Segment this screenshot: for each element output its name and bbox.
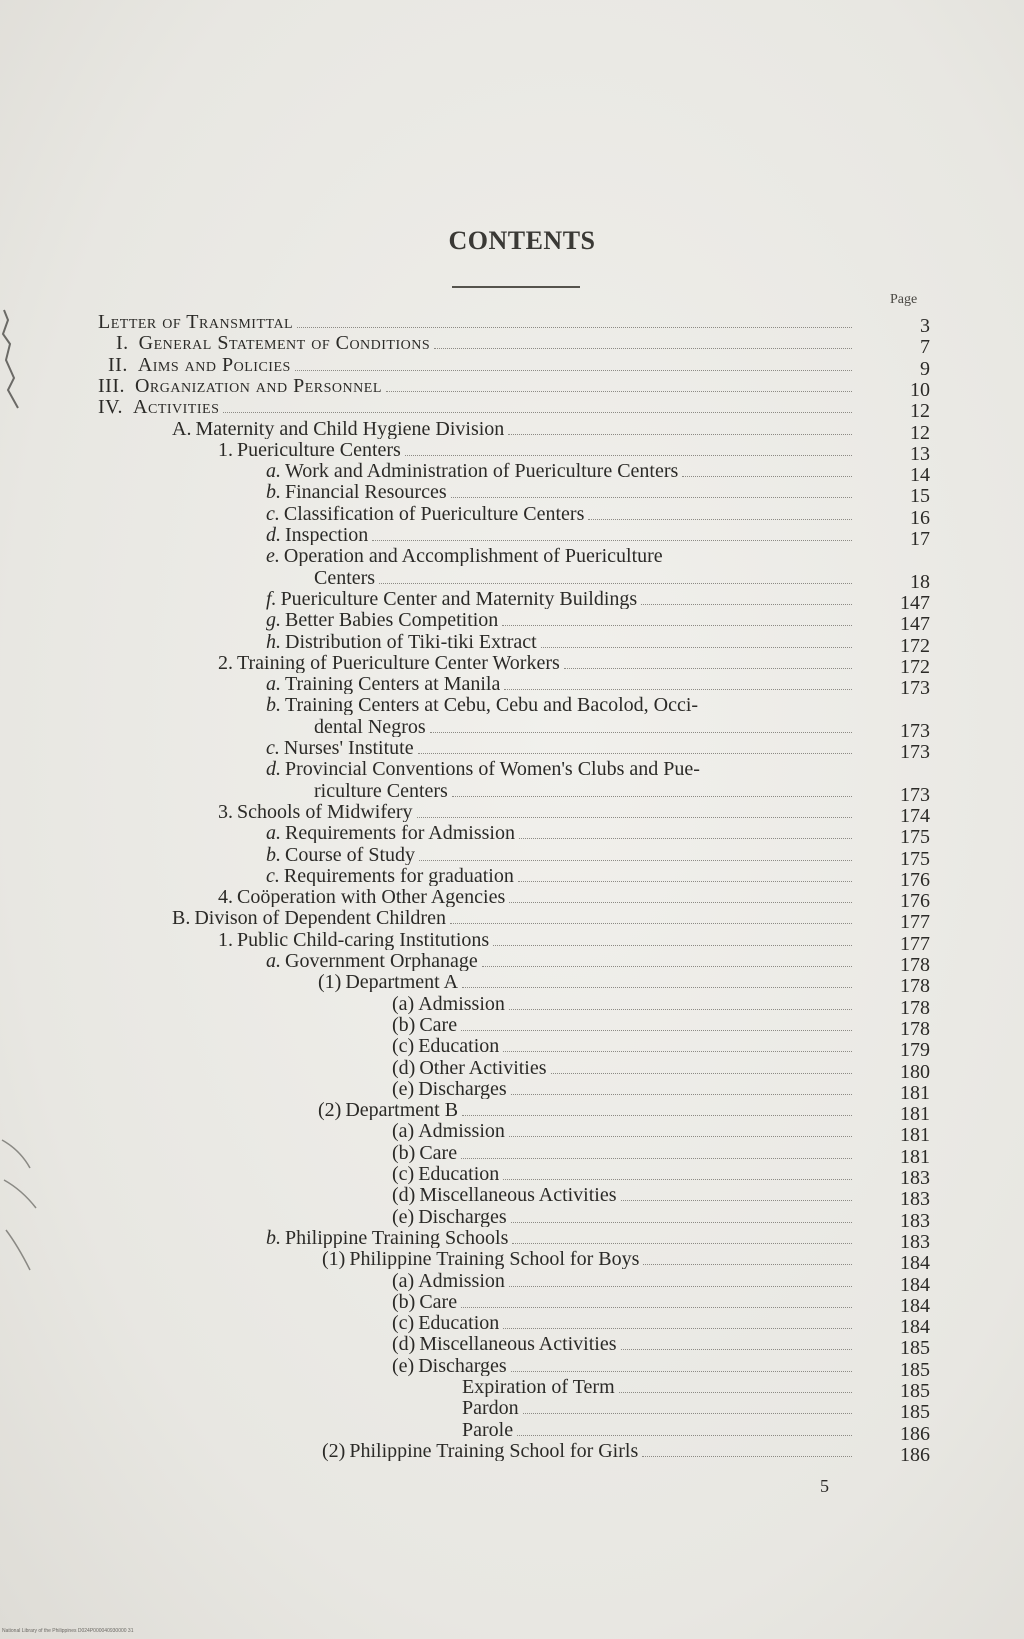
toc-entry-page: 186	[900, 1443, 930, 1466]
toc-entry-title: Training Centers at Cebu, Cebu and Bacolod, Occi-	[285, 695, 699, 716]
page-number: 5	[820, 1476, 829, 1496]
toc-entry-title: Operation and Accomplishment of Puericulture	[283, 546, 663, 567]
toc-entry-title: Financial Resources	[285, 482, 447, 503]
toc-entry-number: (e)	[392, 1354, 415, 1377]
toc-entry-page: 175	[900, 847, 930, 870]
toc-entry-title: Coöperation with Other Agencies	[237, 887, 506, 908]
dot-leader	[297, 327, 852, 328]
dot-leader	[517, 1435, 852, 1436]
toc-entry-title: Course of Study	[285, 844, 415, 865]
toc-entry-page: 12	[910, 400, 930, 423]
toc-entry-number: (1)	[322, 1248, 346, 1271]
toc-entry-number: 1.	[218, 928, 233, 951]
dot-leader	[511, 1371, 852, 1372]
toc-entry	[98, 312, 930, 337]
toc-entry	[322, 1248, 930, 1275]
toc-entry-page: 178	[900, 1017, 930, 1040]
dot-leader	[518, 881, 852, 882]
toc-entry-page: 175	[900, 826, 930, 849]
toc-entry-page: 184	[900, 1294, 930, 1317]
dot-leader	[643, 1264, 852, 1265]
dot-leader	[419, 860, 852, 861]
toc-entry-page: 18	[910, 570, 930, 593]
toc-entry-title: Parole	[462, 1419, 514, 1440]
toc-entry-title: Requirements for Admission	[285, 823, 515, 844]
toc-entry-title: Letter of Transmittal	[98, 312, 294, 332]
dot-leader	[386, 391, 852, 392]
dot-leader	[405, 455, 852, 456]
dot-leader	[462, 987, 852, 988]
toc-entry-page: 178	[900, 975, 930, 998]
toc-entry	[266, 609, 930, 636]
dot-leader	[512, 1243, 852, 1244]
toc-entry	[392, 1312, 930, 1339]
toc-entry-page: 16	[910, 506, 930, 529]
toc-entry-title: Distribution of Tiki-tiki Extract	[285, 631, 537, 652]
toc-entry-page: 185	[900, 1337, 930, 1360]
toc-entry-number: A.	[172, 417, 192, 440]
toc-entry	[462, 1419, 930, 1445]
toc-entry-number: IV.	[98, 396, 124, 419]
toc-entry-page: 10	[910, 378, 930, 401]
toc-entry-number: III.	[98, 374, 125, 397]
toc-entry	[266, 822, 930, 849]
toc-entry-title: Puericulture Centers	[237, 439, 401, 460]
toc-entry-page: 173	[900, 677, 930, 700]
toc-entry-number: d.	[266, 524, 281, 546]
toc-entry-number: c.	[266, 502, 280, 525]
dot-leader	[372, 540, 852, 541]
toc-entry-title: Miscellaneous Activities	[419, 1185, 617, 1206]
toc-entry-title: riculture Centers	[314, 780, 448, 801]
toc-entry	[266, 630, 930, 657]
toc-entry-title: Divison of Dependent Children	[194, 908, 446, 929]
toc-entry-page: 183	[900, 1167, 930, 1189]
toc-entry-title: Education	[418, 1313, 500, 1334]
toc-entry	[98, 396, 930, 423]
toc-entry-page: 147	[900, 591, 930, 614]
toc-entry-title: Department B	[345, 1100, 459, 1121]
toc-entry-page: 184	[900, 1252, 930, 1275]
toc-entry	[266, 695, 858, 715]
toc-entry	[266, 502, 930, 529]
toc-entry-title: Public Child-caring Institutions	[237, 929, 490, 950]
toc-entry-number: (b)	[392, 1290, 416, 1313]
dot-leader	[430, 732, 852, 733]
toc-entry-title: Care	[419, 1291, 458, 1312]
toc-entry-number: (d)	[392, 1184, 416, 1207]
toc-entry-number: B.	[172, 907, 191, 930]
toc-entry	[98, 374, 930, 401]
toc-entry-title: General Statement of Conditions	[138, 333, 431, 354]
toc-entry-number: b.	[266, 694, 281, 717]
toc-entry	[462, 1398, 930, 1424]
toc-entry-number: (c)	[392, 1163, 415, 1185]
toc-entry-page: 185	[900, 1358, 930, 1381]
toc-entry-number: (a)	[392, 1269, 415, 1292]
toc-entry-number: g.	[266, 609, 281, 632]
toc-entry-page: 178	[900, 996, 930, 1019]
toc-entry-title: Organization and Personnel	[134, 375, 382, 396]
dot-leader	[511, 1094, 852, 1095]
dot-leader	[461, 1158, 852, 1159]
toc-entry-number: b.	[266, 843, 281, 866]
toc-entry-title: Better Babies Competition	[285, 610, 499, 631]
toc-entry-title: Discharges	[418, 1355, 507, 1376]
toc-entry-number: (a)	[392, 1120, 415, 1143]
dot-leader	[621, 1349, 852, 1350]
toc-entry-title: Pardon	[462, 1398, 519, 1419]
toc-entry-page: 181	[900, 1081, 930, 1104]
toc-entry-page: 173	[900, 783, 930, 806]
toc-entry-title: Admission	[418, 1121, 505, 1142]
toc-entry	[172, 417, 930, 444]
toc-entry	[322, 1439, 930, 1466]
toc-entry-page: 181	[900, 1103, 930, 1126]
toc-entry	[266, 759, 858, 779]
toc-entry-number: 4.	[218, 886, 233, 909]
toc-entry-page: 15	[910, 485, 930, 508]
toc-entry	[266, 524, 930, 550]
dot-leader	[503, 1328, 852, 1329]
toc-entry-page: 173	[900, 741, 930, 763]
toc-entry-page: 185	[900, 1380, 930, 1402]
dot-leader	[223, 412, 852, 413]
toc-entry-number: e.	[266, 545, 280, 568]
toc-entry-page: 172	[900, 655, 930, 678]
toc-entry-number: I.	[116, 332, 129, 355]
toc-entry-title: Schools of Midwifery	[237, 801, 413, 822]
dot-leader	[503, 1051, 852, 1052]
toc-entry-page: 174	[900, 804, 930, 827]
toc-entry	[392, 1035, 930, 1062]
toc-entry-title: Education	[418, 1036, 500, 1057]
toc-entry-title: Maternity and Child Hygiene Division	[195, 418, 505, 439]
toc-entry-title: Other Activities	[419, 1057, 547, 1078]
toc-entry	[392, 1290, 930, 1317]
toc-entry-page: 177	[900, 911, 930, 934]
toc-entry-number: (a)	[392, 992, 415, 1015]
toc-entry-page: 185	[900, 1401, 930, 1424]
dot-leader	[379, 583, 852, 584]
toc-entry-title: Requirements for graduation	[283, 865, 514, 886]
page-title: CONTENTS	[448, 226, 596, 255]
dot-leader	[461, 1030, 852, 1031]
dot-leader	[641, 604, 852, 605]
toc-entry-page: 7	[920, 336, 930, 359]
toc-entry-number: (d)	[392, 1333, 416, 1356]
toc-entry	[392, 1077, 930, 1104]
toc-entry-page: 3	[920, 315, 930, 337]
dot-leader	[541, 647, 852, 648]
toc-entry-number: (1)	[318, 971, 342, 994]
toc-entry-title: Education	[418, 1164, 500, 1184]
toc-entry-title: Department A	[345, 972, 459, 993]
dot-leader	[619, 1392, 852, 1393]
dot-leader	[682, 476, 852, 477]
toc-entry	[392, 1184, 930, 1211]
toc-entry-title: Training of Puericulture Center Workers	[237, 652, 560, 673]
toc-entry-page: 184	[900, 1273, 930, 1296]
dot-leader	[588, 519, 852, 520]
toc-entry-title: Nurses' Institute	[283, 738, 414, 758]
toc-entry-title: Care	[419, 1014, 458, 1035]
toc-entry-number: d.	[266, 758, 281, 781]
toc-entry-title: Aims and Policies	[137, 354, 291, 375]
toc-entry-title: dental Negros	[314, 716, 426, 737]
toc-entry	[266, 864, 930, 891]
toc-entry	[266, 460, 930, 487]
toc-entry-page: 184	[900, 1316, 930, 1339]
toc-entry-number: c.	[266, 864, 280, 887]
toc-entry-page: 183	[900, 1209, 930, 1232]
toc-entry-number: (c)	[392, 1035, 415, 1058]
toc-entry	[318, 1099, 930, 1126]
dot-leader	[509, 1136, 852, 1137]
toc-entry-page: 180	[900, 1060, 930, 1083]
dot-leader	[509, 902, 852, 903]
toc-entry-page: 181	[900, 1145, 930, 1168]
dot-leader	[519, 838, 852, 839]
dot-leader	[295, 370, 852, 371]
toc-entry-page: 183	[900, 1188, 930, 1211]
dot-leader	[509, 1286, 852, 1287]
toc-entry-page: 17	[910, 528, 930, 550]
dot-leader	[642, 1456, 852, 1457]
toc-entry	[392, 1354, 930, 1381]
dot-leader	[493, 945, 852, 946]
toc-entry	[392, 1269, 930, 1296]
dot-leader	[523, 1413, 852, 1414]
toc-entry	[392, 1333, 930, 1360]
toc-entry-title: Classification of Puericulture Centers	[283, 503, 585, 524]
toc-entry-number: b.	[266, 1226, 281, 1249]
page-column-header: Page	[890, 292, 918, 307]
toc-entry	[218, 651, 930, 678]
toc-entry	[108, 353, 930, 380]
toc-entry	[314, 716, 930, 742]
dot-leader	[509, 1009, 852, 1010]
toc-entry-page: 14	[910, 464, 930, 487]
toc-entry-page: 176	[900, 890, 930, 913]
toc-entry-number: a.	[266, 460, 281, 483]
toc-entry	[392, 1013, 930, 1040]
toc-entry-number: a.	[266, 673, 281, 696]
dot-leader	[462, 1115, 852, 1116]
toc-entry-page: 179	[900, 1039, 930, 1062]
toc-entry	[314, 780, 930, 806]
toc-entry-title: Puericulture Center and Maternity Buildings	[280, 588, 638, 609]
toc-entry-title: Admission	[418, 993, 505, 1014]
dot-leader	[621, 1200, 852, 1201]
toc-entry-title: Training Centers at Manila	[285, 674, 501, 695]
toc-entry	[266, 737, 930, 763]
toc-entry-title: Inspection	[285, 525, 369, 545]
toc-entry-page: 173	[900, 719, 930, 742]
toc-entry	[218, 800, 930, 827]
toc-entry-page: 12	[910, 421, 930, 444]
dot-leader	[418, 753, 852, 754]
toc-entry	[172, 907, 930, 934]
dot-leader	[434, 348, 852, 349]
toc-entry-number: (2)	[322, 1439, 346, 1462]
toc-entry	[116, 332, 930, 359]
toc-entry-number: II.	[108, 353, 128, 376]
toc-entry	[266, 546, 858, 566]
toc-entry-page: 9	[920, 357, 930, 380]
toc-entry-title: Discharges	[418, 1078, 507, 1099]
toc-entry-title: Admission	[418, 1270, 505, 1291]
dot-leader	[564, 668, 852, 669]
toc-entry-title: Philippine Training Schools	[285, 1227, 509, 1248]
toc-entry	[266, 843, 930, 870]
toc-entry-title: Activities	[133, 397, 220, 418]
toc-entry-page: 177	[900, 932, 930, 955]
toc-entry-title: Philippine Training School for Boys	[349, 1249, 640, 1270]
credit-line: National Library of the Philippines D024P000040930000 31	[2, 1628, 134, 1634]
dot-leader	[502, 625, 852, 626]
toc-entry	[218, 886, 930, 913]
dot-leader	[511, 1222, 852, 1223]
toc-entry-number: 3.	[218, 800, 233, 823]
toc-entry-page: 172	[900, 634, 930, 657]
title-rule	[452, 286, 580, 288]
toc-entry	[392, 1056, 930, 1083]
dot-leader	[508, 434, 852, 435]
toc-entry-number: c.	[266, 737, 280, 759]
toc-entry	[266, 1226, 930, 1253]
toc-entry-number: (b)	[392, 1013, 416, 1036]
toc-entry	[218, 438, 930, 465]
toc-entry	[392, 992, 930, 1019]
dot-leader	[503, 1179, 852, 1180]
dot-leader	[417, 817, 852, 818]
dot-leader	[504, 689, 852, 690]
toc-entry-page: 13	[910, 442, 930, 465]
toc-entry	[392, 1120, 930, 1147]
toc-entry	[266, 673, 930, 700]
toc-entry	[392, 1141, 930, 1168]
toc-entry-number: 1.	[218, 438, 233, 461]
toc-entry	[314, 567, 930, 593]
dot-leader	[450, 923, 852, 924]
toc-entry-number: (e)	[392, 1077, 415, 1100]
toc-entry-number: b.	[266, 481, 281, 504]
dot-leader	[551, 1073, 852, 1074]
toc-entry	[266, 587, 930, 614]
toc-entry-page: 176	[900, 868, 930, 891]
toc-entry-page: 183	[900, 1230, 930, 1253]
toc-entry-number: a.	[266, 950, 281, 972]
toc-entry-title: Discharges	[418, 1206, 507, 1227]
toc-entry-page: 186	[900, 1422, 930, 1445]
toc-entry	[462, 1377, 930, 1402]
dot-leader	[461, 1307, 852, 1308]
paper-edge-mark-top	[0, 300, 40, 430]
toc-entry	[266, 481, 930, 508]
toc-entry-title: Care	[419, 1142, 458, 1163]
toc-entry	[266, 950, 930, 976]
toc-entry-page: 181	[900, 1124, 930, 1147]
toc-entry	[392, 1205, 930, 1232]
toc-entry-number: a.	[266, 822, 281, 845]
dot-leader	[451, 497, 852, 498]
toc-entry-title: Centers	[314, 567, 376, 588]
toc-entry-title: Expiration of Term	[462, 1377, 615, 1397]
dot-leader	[452, 796, 852, 797]
toc-entry-title: Philippine Training School for Girls	[349, 1440, 639, 1461]
toc-entry-number: (c)	[392, 1312, 415, 1335]
toc-entry-number: (b)	[392, 1141, 416, 1164]
toc-entry	[318, 971, 930, 998]
toc-entry-number: (e)	[392, 1205, 415, 1228]
toc-entry-title: Provincial Conventions of Women's Clubs and Pue-	[285, 759, 700, 780]
toc-entry-page: 178	[900, 954, 930, 976]
toc-entry-number: 2.	[218, 651, 233, 674]
toc-entry-title: Government Orphanage	[285, 951, 478, 971]
toc-entry-number: (d)	[392, 1056, 416, 1079]
toc-entry-page: 147	[900, 613, 930, 636]
dot-leader	[482, 966, 852, 967]
toc-entry-title: Miscellaneous Activities	[419, 1334, 617, 1355]
toc-entry-number: f.	[266, 587, 277, 610]
toc-entry	[392, 1163, 930, 1189]
toc-entry-title: Work and Administration of Puericulture Centers	[285, 461, 679, 482]
toc-entry-number: h.	[266, 630, 281, 653]
toc-entry	[218, 928, 930, 955]
toc-entry-number: (2)	[318, 1099, 342, 1122]
paper-edge-mark-bottom	[0, 1120, 40, 1280]
